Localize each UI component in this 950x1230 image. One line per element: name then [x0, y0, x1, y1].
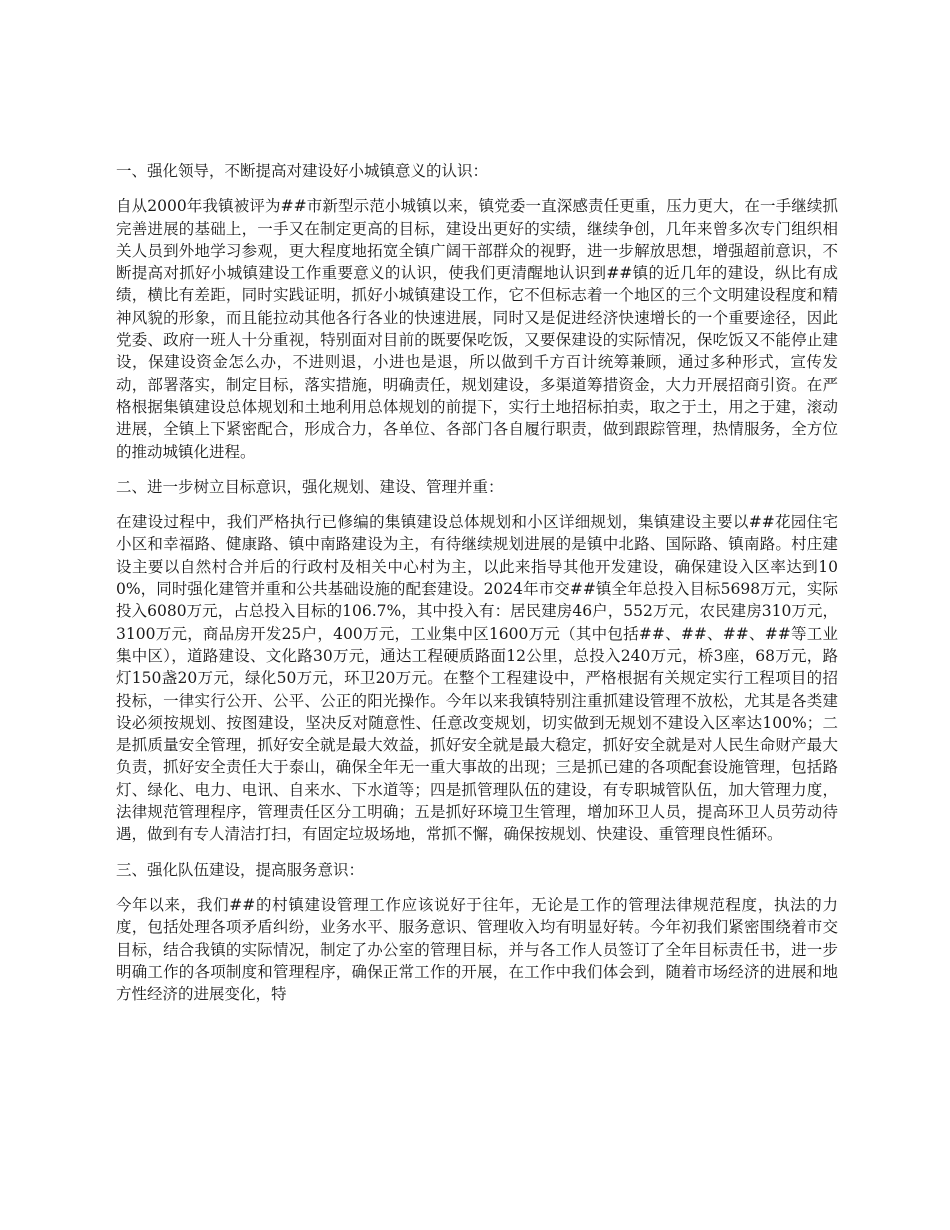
document-page	[116, 160, 838, 1018]
section-2-body: 在建设过程中，我们严格执行已修编的集镇建设总体规划和小区详细规划，集镇建设主要以##花园住宅小区和幸福路、健康路、镇中南路建设为主，有待继续规划进展的是镇中北路、国际路、镇南路。村庄建设主要以自然村合并后的行政村及相关中心村为主，以此来指导其他开发建设，确保建设入区率达到100%，同时强化建管并重和公共基础设施的配套建设。2024年市交##镇全年总投入目标5698万元，实际投入6080万元，占总投入目标的106.7%，其中投入有：居民建房46户，552万元，农民建房310万元，3100万元，商品房开发25户，400万元，工业集中区1600万元（其中包括##、##、##、##等工业集中区），道路建设、文化路30万元，通达工程硬质路面12公里，总投入240万元，桥3座，68万元，路灯150盏20万元，绿化50万元，环卫20万元。在整个工程建设中，严格根据有关规定实行工程项目的招投标，一律实行公开、公平、公正的阳光操作。今年以来我镇特别注重抓建设管理不放松，尤其是各类建设必须按规划、按图建设，坚决反对随意性、任意改变规划，切实做到无规划不建设入区率达100%；二是抓质量安全管理，抓好安全就是最大效益，抓好安全就是最大稳定，抓好安全就是对人民生命财产最大负责，抓好安全责任大于泰山，确保全年无一重大事故的出现；三是抓已建的各项配套设施管理，包括路灯、绿化、电力、电讯、自来水、下水道等；四是抓管理队伍的建设，有专职城管队伍，加大管理力度，法律规范管理程序，管理责任区分工明确；五是抓好环境卫生管理，增加环卫人员，提高环卫人员劳动待遇，做到有专人清洁打扫，有固定垃圾场地，常抓不懈，确保按规划、快建设、重管理良性循环。	[116, 513, 838, 844]
section-2-heading: 二、进一步树立目标意识，强化规划、建设、管理并重：	[116, 477, 504, 496]
section-1-body: 自从2000年我镇被评为##市新型示范小城镇以来，镇党委一直深感责任更重，压力更大，在一手继续抓完善进展的基础上，一手又在制定更高的目标，建设出更好的实绩，继续争创，几年来曾多次专门组织相关人员到外地学习参观，更大程度地拓宽全镇广阔干部群众的视野，进一步解放思想，增强超前意识，不断提高对抓好小城镇建设工作重要意义的认识，使我们更清醒地认识到##镇的近几年的建设，纵比有成绩，横比有差距，同时实践证明，抓好小城镇建设工作，它不但标志着一个地区的三个文明建设程度和精神风貌的形象，而且能拉动其他各行各业的快速进展，同时又是促进经济快速增长的一个重要途径，因此党委、政府一班人十分重视，特别面对目前的既要保吃饭，又要保建设的实际情况，保吃饭又不能停止建设，保建设资金怎么办，不进则退，小进也是退，所以做到千方百计统筹兼顾，通过多种形式，宣传发动，部署落实，制定目标，落实措施，明确责任，规划建设，多渠道筹措资金，大力开展招商引资。在严格根据集镇建设总体规划和土地利用总体规划的前提下，实行土地招标拍卖，取之于土，用之于建，滚动进展，全镇上下紧密配合，形成合力，各单位、各部门各自履行职责，做到跟踪管理，热情服务，全方位的推动城镇化进程。	[116, 197, 838, 461]
section-3-heading: 三、强化队伍建设，提高服务意识：	[116, 860, 365, 879]
section-3-body: 今年以来，我们##的村镇建设管理工作应该说好于往年，无论是工作的管理法律规范程度，执法的力度，包括处理各项矛盾纠纷，业务水平、服务意识、管理收入均有明显好转。今年初我们紧密围绕着市交目标，结合我镇的实际情况，制定了办公室的管理目标，并与各工作人员签订了全年目标责任书，进一步明确工作的各项制度和管理程序，确保正常工作的开展，在工作中我们体会到，随着市场经济的进展和地方性经济的进展变化，特	[116, 895, 838, 1004]
section-1-heading: 一、强化领导，不断提高对建设好小城镇意义的认识：	[116, 162, 489, 180]
